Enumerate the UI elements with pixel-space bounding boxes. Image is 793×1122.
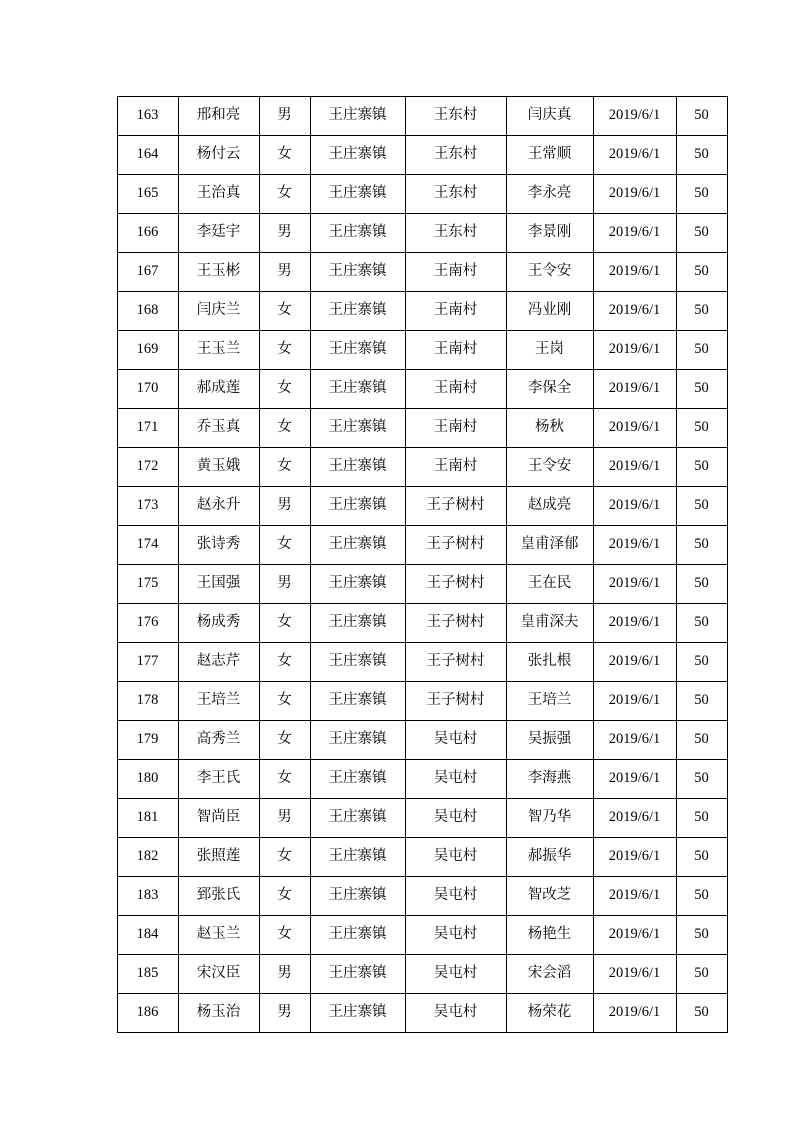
cell-village: 王子树村 bbox=[405, 643, 506, 682]
cell-village: 吴屯村 bbox=[405, 916, 506, 955]
cell-name: 智尚臣 bbox=[178, 799, 259, 838]
cell-relate: 王令安 bbox=[506, 448, 593, 487]
cell-relate: 王培兰 bbox=[506, 682, 593, 721]
cell-town: 王庄寨镇 bbox=[310, 487, 405, 526]
cell-name: 王玉彬 bbox=[178, 253, 259, 292]
cell-village: 王子树村 bbox=[405, 526, 506, 565]
table-row bbox=[117, 448, 727, 487]
table-row bbox=[117, 526, 727, 565]
cell-name: 黄玉娥 bbox=[178, 448, 259, 487]
cell-gender: 男 bbox=[259, 214, 310, 253]
cell-gender: 男 bbox=[259, 97, 310, 136]
cell-index: 178 bbox=[117, 682, 178, 721]
cell-date: 2019/6/1 bbox=[593, 136, 676, 175]
cell-relate: 智乃华 bbox=[506, 799, 593, 838]
table-row bbox=[117, 760, 727, 799]
cell-gender: 男 bbox=[259, 253, 310, 292]
cell-date: 2019/6/1 bbox=[593, 487, 676, 526]
cell-town: 王庄寨镇 bbox=[310, 916, 405, 955]
cell-name: 闫庆兰 bbox=[178, 292, 259, 331]
cell-village: 王东村 bbox=[405, 97, 506, 136]
cell-gender: 男 bbox=[259, 994, 310, 1033]
cell-amount: 50 bbox=[676, 721, 727, 760]
cell-town: 王庄寨镇 bbox=[310, 994, 405, 1033]
cell-town: 王庄寨镇 bbox=[310, 526, 405, 565]
cell-relate: 杨荣花 bbox=[506, 994, 593, 1033]
cell-name: 赵玉兰 bbox=[178, 916, 259, 955]
cell-village: 王南村 bbox=[405, 409, 506, 448]
cell-index: 173 bbox=[117, 487, 178, 526]
cell-date: 2019/6/1 bbox=[593, 838, 676, 877]
cell-relate: 王令安 bbox=[506, 253, 593, 292]
cell-relate: 王常顺 bbox=[506, 136, 593, 175]
cell-name: 宋汉臣 bbox=[178, 955, 259, 994]
cell-village: 吴屯村 bbox=[405, 955, 506, 994]
cell-index: 171 bbox=[117, 409, 178, 448]
cell-relate: 李永亮 bbox=[506, 175, 593, 214]
cell-relate: 皇甫深夫 bbox=[506, 604, 593, 643]
cell-gender: 男 bbox=[259, 565, 310, 604]
cell-town: 王庄寨镇 bbox=[310, 877, 405, 916]
cell-date: 2019/6/1 bbox=[593, 955, 676, 994]
table-row bbox=[117, 682, 727, 721]
cell-amount: 50 bbox=[676, 526, 727, 565]
cell-gender: 男 bbox=[259, 487, 310, 526]
cell-index: 177 bbox=[117, 643, 178, 682]
cell-amount: 50 bbox=[676, 799, 727, 838]
table-row bbox=[117, 136, 727, 175]
cell-name: 李廷宇 bbox=[178, 214, 259, 253]
cell-index: 163 bbox=[117, 97, 178, 136]
cell-village: 王子树村 bbox=[405, 565, 506, 604]
cell-village: 王东村 bbox=[405, 175, 506, 214]
table-row bbox=[117, 253, 727, 292]
cell-town: 王庄寨镇 bbox=[310, 97, 405, 136]
cell-name: 高秀兰 bbox=[178, 721, 259, 760]
cell-date: 2019/6/1 bbox=[593, 331, 676, 370]
cell-amount: 50 bbox=[676, 877, 727, 916]
cell-village: 王南村 bbox=[405, 331, 506, 370]
cell-index: 175 bbox=[117, 565, 178, 604]
cell-gender: 女 bbox=[259, 448, 310, 487]
cell-name: 王玉兰 bbox=[178, 331, 259, 370]
table-row bbox=[117, 331, 727, 370]
cell-date: 2019/6/1 bbox=[593, 643, 676, 682]
cell-village: 吴屯村 bbox=[405, 838, 506, 877]
cell-relate: 李海燕 bbox=[506, 760, 593, 799]
cell-amount: 50 bbox=[676, 331, 727, 370]
cell-date: 2019/6/1 bbox=[593, 799, 676, 838]
table-row bbox=[117, 175, 727, 214]
table-row bbox=[117, 643, 727, 682]
cell-index: 180 bbox=[117, 760, 178, 799]
cell-date: 2019/6/1 bbox=[593, 526, 676, 565]
cell-gender: 女 bbox=[259, 136, 310, 175]
cell-gender: 女 bbox=[259, 526, 310, 565]
cell-relate: 郝振华 bbox=[506, 838, 593, 877]
cell-index: 183 bbox=[117, 877, 178, 916]
cell-index: 182 bbox=[117, 838, 178, 877]
cell-date: 2019/6/1 bbox=[593, 370, 676, 409]
cell-name: 王治真 bbox=[178, 175, 259, 214]
cell-relate: 吴振强 bbox=[506, 721, 593, 760]
cell-gender: 男 bbox=[259, 955, 310, 994]
cell-date: 2019/6/1 bbox=[593, 565, 676, 604]
cell-relate: 王岗 bbox=[506, 331, 593, 370]
cell-index: 170 bbox=[117, 370, 178, 409]
cell-gender: 女 bbox=[259, 682, 310, 721]
cell-relate: 王在民 bbox=[506, 565, 593, 604]
cell-index: 184 bbox=[117, 916, 178, 955]
cell-amount: 50 bbox=[676, 955, 727, 994]
cell-town: 王庄寨镇 bbox=[310, 409, 405, 448]
cell-town: 王庄寨镇 bbox=[310, 136, 405, 175]
cell-gender: 女 bbox=[259, 838, 310, 877]
cell-date: 2019/6/1 bbox=[593, 292, 676, 331]
cell-date: 2019/6/1 bbox=[593, 682, 676, 721]
cell-date: 2019/6/1 bbox=[593, 175, 676, 214]
cell-town: 王庄寨镇 bbox=[310, 331, 405, 370]
cell-index: 172 bbox=[117, 448, 178, 487]
table-row bbox=[117, 487, 727, 526]
cell-amount: 50 bbox=[676, 175, 727, 214]
cell-relate: 宋会滔 bbox=[506, 955, 593, 994]
cell-village: 吴屯村 bbox=[405, 877, 506, 916]
cell-name: 张照莲 bbox=[178, 838, 259, 877]
cell-date: 2019/6/1 bbox=[593, 604, 676, 643]
cell-index: 167 bbox=[117, 253, 178, 292]
cell-date: 2019/6/1 bbox=[593, 253, 676, 292]
cell-gender: 女 bbox=[259, 331, 310, 370]
cell-relate: 智改芝 bbox=[506, 877, 593, 916]
cell-gender: 女 bbox=[259, 370, 310, 409]
cell-index: 185 bbox=[117, 955, 178, 994]
table-row bbox=[117, 955, 727, 994]
cell-amount: 50 bbox=[676, 448, 727, 487]
cell-town: 王庄寨镇 bbox=[310, 370, 405, 409]
cell-town: 王庄寨镇 bbox=[310, 604, 405, 643]
cell-relate: 张扎根 bbox=[506, 643, 593, 682]
cell-index: 166 bbox=[117, 214, 178, 253]
table-row bbox=[117, 370, 727, 409]
cell-village: 王南村 bbox=[405, 448, 506, 487]
cell-relate: 杨秋 bbox=[506, 409, 593, 448]
table-row bbox=[117, 838, 727, 877]
cell-town: 王庄寨镇 bbox=[310, 643, 405, 682]
cell-relate: 杨艳生 bbox=[506, 916, 593, 955]
cell-amount: 50 bbox=[676, 916, 727, 955]
cell-gender: 女 bbox=[259, 916, 310, 955]
table-row bbox=[117, 916, 727, 955]
cell-town: 王庄寨镇 bbox=[310, 838, 405, 877]
roster-table-body bbox=[117, 97, 727, 1033]
cell-amount: 50 bbox=[676, 994, 727, 1033]
cell-name: 李王氏 bbox=[178, 760, 259, 799]
cell-amount: 50 bbox=[676, 136, 727, 175]
cell-relate: 李保全 bbox=[506, 370, 593, 409]
cell-village: 王子树村 bbox=[405, 604, 506, 643]
cell-town: 王庄寨镇 bbox=[310, 955, 405, 994]
cell-amount: 50 bbox=[676, 487, 727, 526]
cell-relate: 闫庆真 bbox=[506, 97, 593, 136]
cell-amount: 50 bbox=[676, 214, 727, 253]
cell-gender: 女 bbox=[259, 877, 310, 916]
table-row bbox=[117, 994, 727, 1033]
cell-village: 吴屯村 bbox=[405, 994, 506, 1033]
cell-name: 赵永升 bbox=[178, 487, 259, 526]
cell-village: 王东村 bbox=[405, 136, 506, 175]
cell-village: 王子树村 bbox=[405, 487, 506, 526]
cell-town: 王庄寨镇 bbox=[310, 175, 405, 214]
cell-date: 2019/6/1 bbox=[593, 916, 676, 955]
cell-village: 王东村 bbox=[405, 214, 506, 253]
cell-date: 2019/6/1 bbox=[593, 877, 676, 916]
cell-gender: 女 bbox=[259, 292, 310, 331]
cell-village: 王子树村 bbox=[405, 682, 506, 721]
cell-amount: 50 bbox=[676, 253, 727, 292]
roster-table-container bbox=[117, 96, 709, 1033]
cell-relate: 冯业刚 bbox=[506, 292, 593, 331]
cell-date: 2019/6/1 bbox=[593, 760, 676, 799]
table-row bbox=[117, 721, 727, 760]
cell-index: 165 bbox=[117, 175, 178, 214]
cell-relate: 李景刚 bbox=[506, 214, 593, 253]
cell-date: 2019/6/1 bbox=[593, 721, 676, 760]
cell-index: 176 bbox=[117, 604, 178, 643]
cell-amount: 50 bbox=[676, 643, 727, 682]
cell-village: 王南村 bbox=[405, 292, 506, 331]
cell-gender: 女 bbox=[259, 643, 310, 682]
cell-town: 王庄寨镇 bbox=[310, 682, 405, 721]
cell-gender: 女 bbox=[259, 760, 310, 799]
table-row bbox=[117, 799, 727, 838]
cell-amount: 50 bbox=[676, 409, 727, 448]
cell-town: 王庄寨镇 bbox=[310, 448, 405, 487]
cell-gender: 女 bbox=[259, 604, 310, 643]
table-row bbox=[117, 604, 727, 643]
roster-table bbox=[117, 96, 728, 1033]
cell-village: 吴屯村 bbox=[405, 799, 506, 838]
cell-gender: 女 bbox=[259, 721, 310, 760]
cell-gender: 女 bbox=[259, 409, 310, 448]
cell-name: 张诗秀 bbox=[178, 526, 259, 565]
cell-town: 王庄寨镇 bbox=[310, 760, 405, 799]
cell-gender: 男 bbox=[259, 799, 310, 838]
cell-amount: 50 bbox=[676, 97, 727, 136]
cell-date: 2019/6/1 bbox=[593, 214, 676, 253]
cell-index: 181 bbox=[117, 799, 178, 838]
cell-date: 2019/6/1 bbox=[593, 97, 676, 136]
table-row bbox=[117, 409, 727, 448]
cell-name: 王国强 bbox=[178, 565, 259, 604]
cell-town: 王庄寨镇 bbox=[310, 721, 405, 760]
cell-index: 164 bbox=[117, 136, 178, 175]
cell-date: 2019/6/1 bbox=[593, 409, 676, 448]
cell-relate: 皇甫泽郁 bbox=[506, 526, 593, 565]
cell-name: 杨付云 bbox=[178, 136, 259, 175]
cell-amount: 50 bbox=[676, 682, 727, 721]
cell-date: 2019/6/1 bbox=[593, 448, 676, 487]
table-row bbox=[117, 565, 727, 604]
cell-gender: 女 bbox=[259, 175, 310, 214]
cell-name: 郝成莲 bbox=[178, 370, 259, 409]
cell-amount: 50 bbox=[676, 604, 727, 643]
cell-index: 168 bbox=[117, 292, 178, 331]
cell-amount: 50 bbox=[676, 760, 727, 799]
cell-village: 吴屯村 bbox=[405, 721, 506, 760]
cell-name: 邢和亮 bbox=[178, 97, 259, 136]
cell-index: 179 bbox=[117, 721, 178, 760]
cell-town: 王庄寨镇 bbox=[310, 565, 405, 604]
cell-name: 杨玉治 bbox=[178, 994, 259, 1033]
cell-amount: 50 bbox=[676, 370, 727, 409]
table-row bbox=[117, 97, 727, 136]
table-row bbox=[117, 877, 727, 916]
cell-date: 2019/6/1 bbox=[593, 994, 676, 1033]
cell-name: 赵志芹 bbox=[178, 643, 259, 682]
cell-town: 王庄寨镇 bbox=[310, 799, 405, 838]
cell-index: 174 bbox=[117, 526, 178, 565]
cell-name: 王培兰 bbox=[178, 682, 259, 721]
cell-town: 王庄寨镇 bbox=[310, 253, 405, 292]
cell-index: 169 bbox=[117, 331, 178, 370]
cell-name: 乔玉真 bbox=[178, 409, 259, 448]
table-row bbox=[117, 292, 727, 331]
table-row bbox=[117, 214, 727, 253]
cell-village: 王南村 bbox=[405, 253, 506, 292]
cell-relate: 赵成亮 bbox=[506, 487, 593, 526]
cell-name: 杨成秀 bbox=[178, 604, 259, 643]
cell-amount: 50 bbox=[676, 565, 727, 604]
cell-name: 郅张氏 bbox=[178, 877, 259, 916]
cell-village: 王南村 bbox=[405, 370, 506, 409]
cell-village: 吴屯村 bbox=[405, 760, 506, 799]
cell-amount: 50 bbox=[676, 292, 727, 331]
cell-town: 王庄寨镇 bbox=[310, 214, 405, 253]
cell-amount: 50 bbox=[676, 838, 727, 877]
cell-town: 王庄寨镇 bbox=[310, 292, 405, 331]
cell-index: 186 bbox=[117, 994, 178, 1033]
